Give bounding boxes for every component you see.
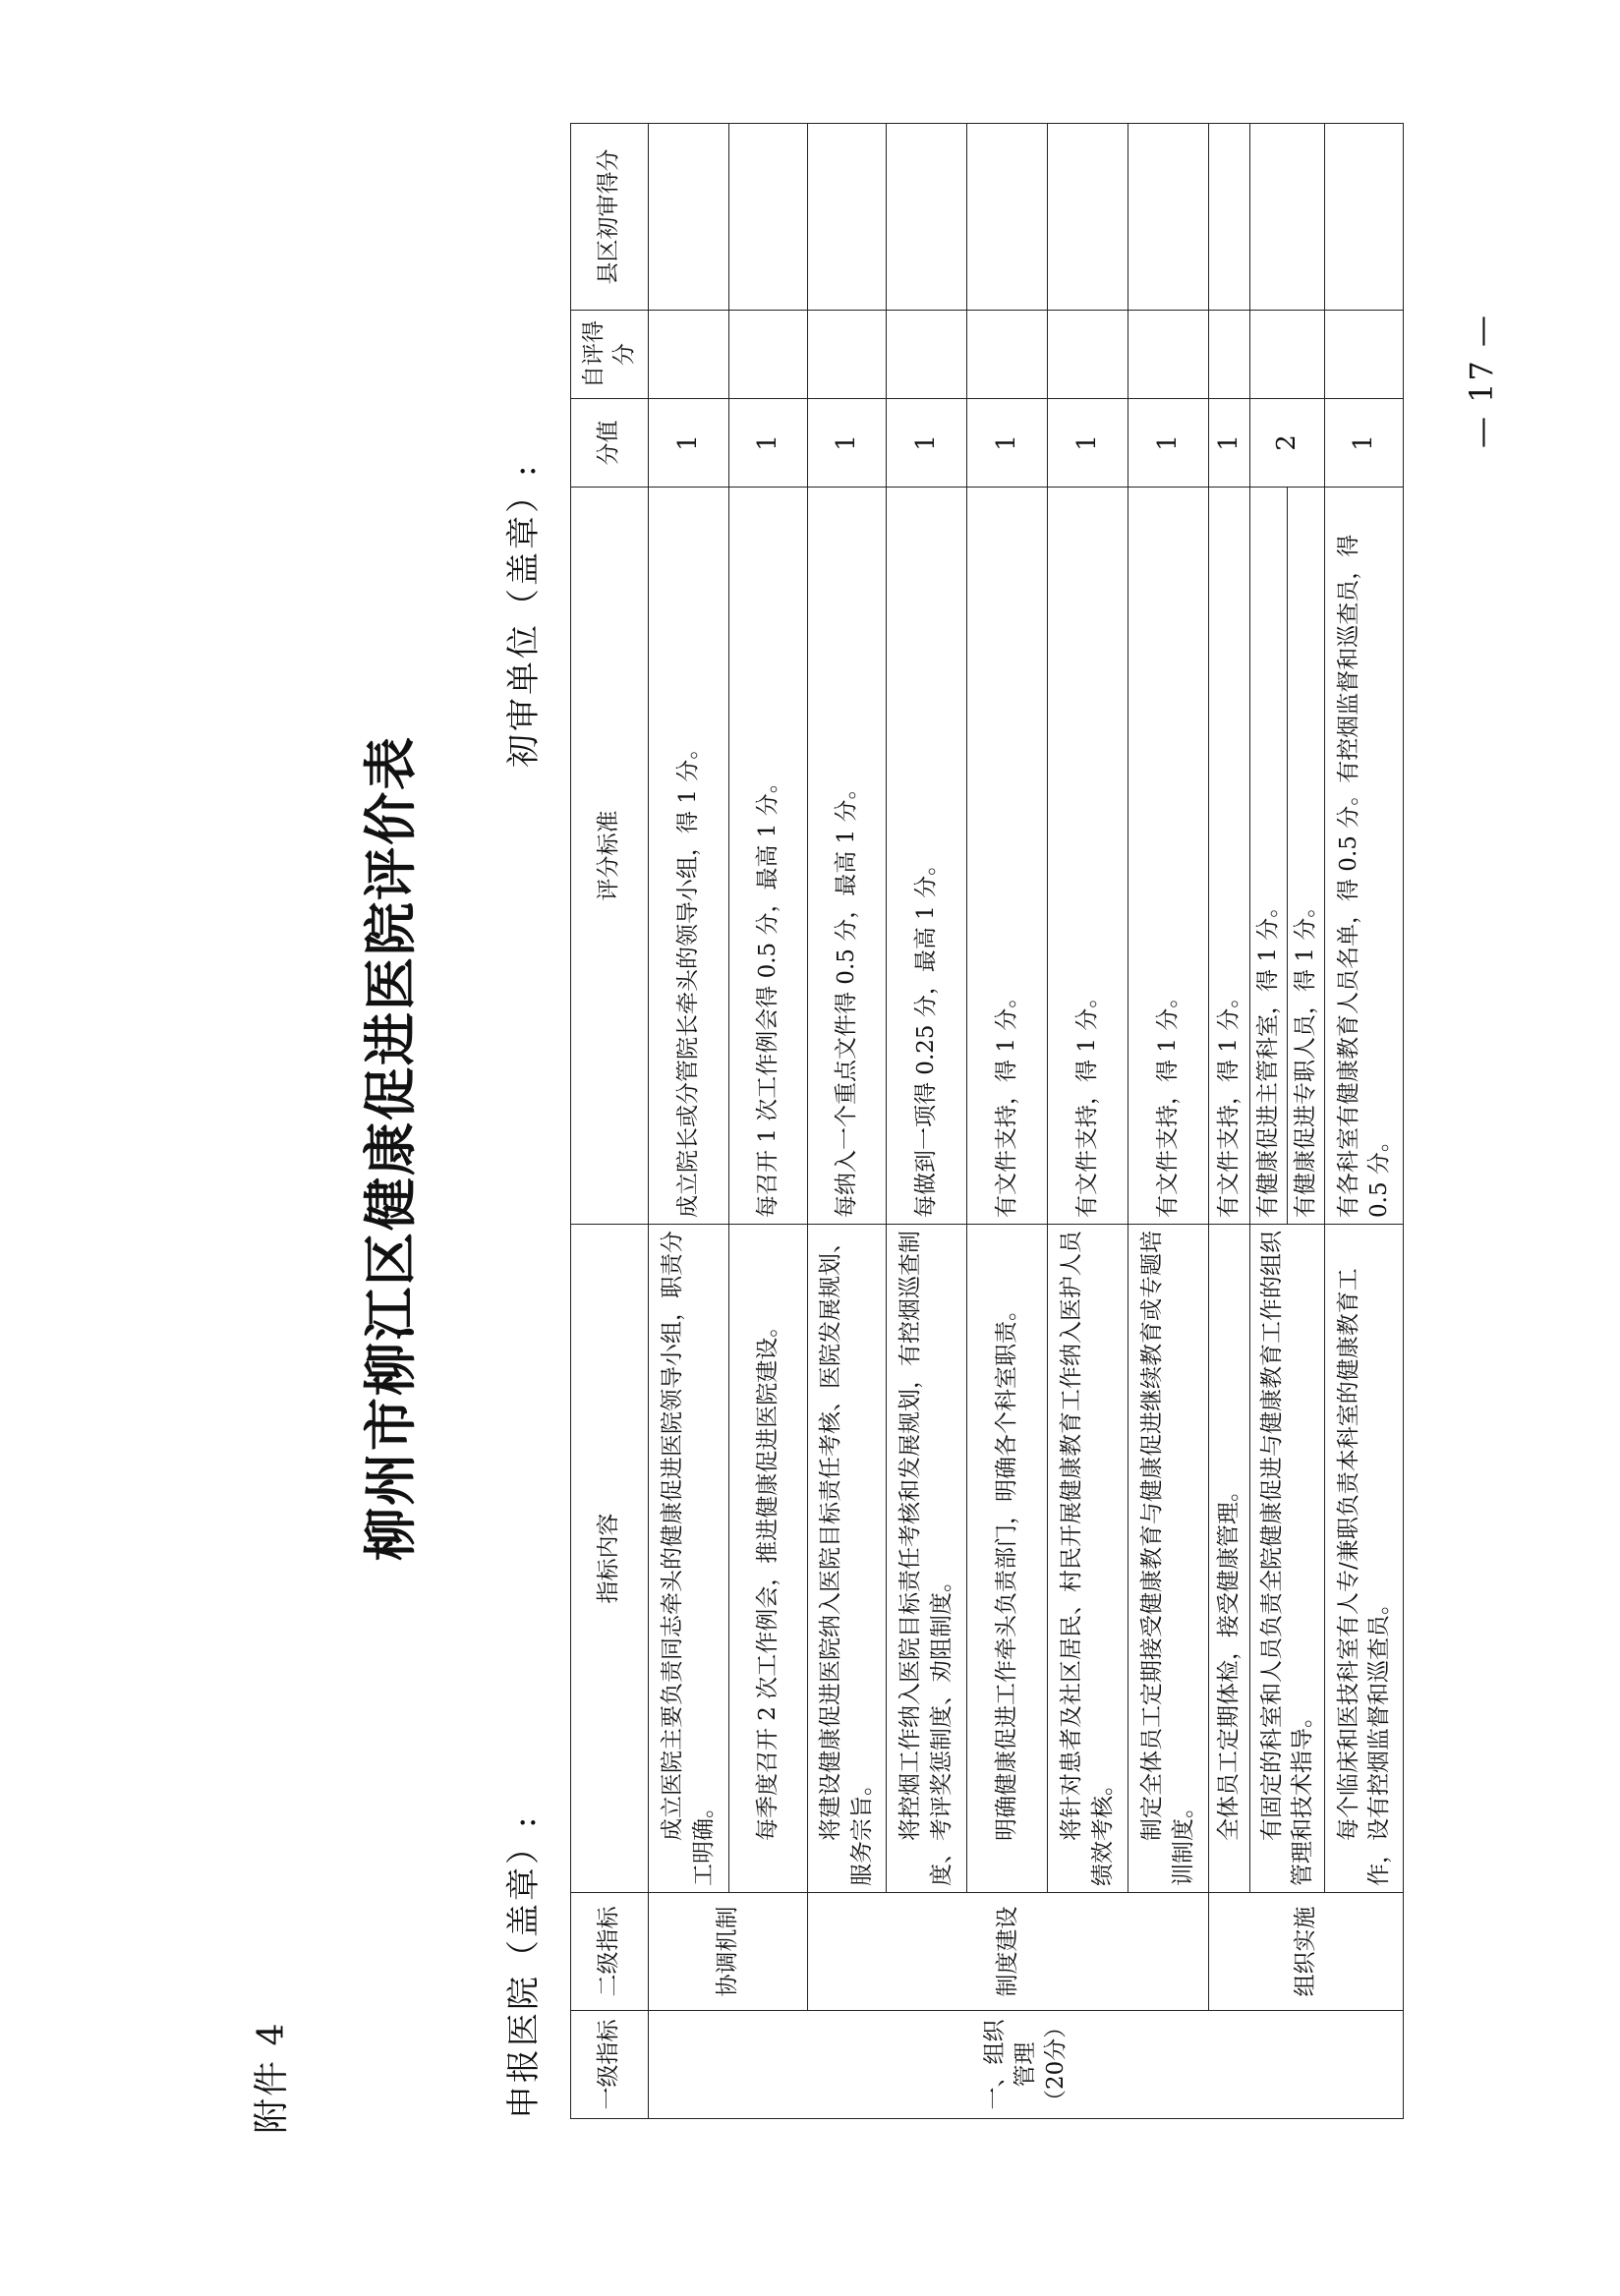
- page-title: 柳州市柳江区健康促进医院评价表: [359, 735, 422, 1561]
- header-cell: 县区初审得分: [571, 124, 649, 311]
- level1-cell: 一、组织管理（20分）: [649, 2011, 1404, 2119]
- criteria-cell: 有健康促进主管科室，得 1 分。: [1250, 488, 1288, 1225]
- criteria-cell: 有健康促进专职人员，得 1 分。: [1288, 488, 1325, 1225]
- score-cell: 1: [1128, 399, 1209, 488]
- table-row: [729, 124, 808, 2119]
- criteria-cell: 每召开 1 次工作例会得 0.5 分，最高 1 分。: [729, 488, 808, 1225]
- review-score-cell: [808, 124, 887, 311]
- content-cell: 每季度召开 2 次工作例会，推进健康促进医院建设。: [729, 1225, 808, 1893]
- review-score-cell: [1048, 124, 1128, 311]
- self-score-cell: [649, 311, 729, 399]
- content-cell: 明确健康促进工作牵头负责部门，明确各个科室职责。: [967, 1225, 1048, 1893]
- score-cell: 1: [729, 399, 808, 488]
- content-cell: 将建设健康促进医院纳入医院目标责任考核、医院发展规划、服务宗旨。: [808, 1225, 887, 1893]
- level2-cell: 制度建设: [808, 1893, 1209, 2011]
- table-row: [808, 124, 887, 2119]
- header-cell: 一级指标: [571, 2011, 649, 2119]
- criteria-cell: 有各科室有健康教育人员名单，得 0.5 分。有控烟监督和巡查员，得 0.5 分。: [1325, 488, 1404, 1225]
- content-cell: 每个临床和医技科室有人专/兼职负责本科室的健康教育工作，设有控烟监督和巡查员。: [1325, 1225, 1404, 1893]
- score-cell: 1: [967, 399, 1048, 488]
- header-cell: 评分标准: [571, 488, 649, 1225]
- criteria-cell: 成立院长或分管院长牵头的领导小组，得 1 分。: [649, 488, 729, 1225]
- score-cell: 2: [1250, 399, 1325, 488]
- self-score-cell: [1209, 311, 1250, 399]
- review-score-cell: [1209, 124, 1250, 311]
- content-cell: 将控烟工作纳入医院目标责任考核和发展规划，有控烟巡查制度、考评奖惩制度、劝阻制度。: [887, 1225, 967, 1893]
- score-cell: 1: [649, 399, 729, 488]
- criteria-cell: 每纳入一个重点文件得 0.5 分，最高 1 分。: [808, 488, 887, 1225]
- self-score-cell: [1250, 311, 1325, 399]
- review-score-cell: [887, 124, 967, 311]
- content-cell: 有固定的科室和人员负责全院健康促进与健康教育工作的组织管理和技术指导。: [1250, 1225, 1325, 1893]
- table-row: [1209, 124, 1250, 2119]
- content-cell: 将针对患者及社区居民、村民开展健康教育工作纳入医护人员绩效考核。: [1048, 1225, 1128, 1893]
- content-cell: 成立医院主要负责同志牵头的健康促进医院领导小组，职责分工明确。: [649, 1225, 729, 1893]
- review-score-cell: [967, 124, 1048, 311]
- score-cell: 1: [887, 399, 967, 488]
- self-score-cell: [808, 311, 887, 399]
- level2-cell: 组织实施: [1209, 1893, 1404, 2011]
- header-cell: 自评得分: [571, 311, 649, 399]
- self-score-cell: [887, 311, 967, 399]
- table-header-row: [571, 124, 649, 2119]
- criteria-cell: 有文件支持，得 1 分。: [1048, 488, 1128, 1225]
- self-score-cell: [967, 311, 1048, 399]
- review-score-cell: [1250, 124, 1325, 311]
- content-cell: 制定全体员工定期接受健康教育与健康促进继续教育或专题培训制度。: [1128, 1225, 1209, 1893]
- review-score-cell: [649, 124, 729, 311]
- self-score-cell: [729, 311, 808, 399]
- self-score-cell: [1128, 311, 1209, 399]
- criteria-cell: 有文件支持，得 1 分。: [1128, 488, 1209, 1225]
- page-number: — 17 —: [1463, 313, 1500, 448]
- criteria-cell: 有文件支持，得 1 分。: [967, 488, 1048, 1225]
- table-row: [1048, 124, 1128, 2119]
- content-cell: 全体员工定期体检，接受健康管理。: [1209, 1225, 1250, 1893]
- annex-label: 附件 4: [252, 2021, 292, 2134]
- score-cell: 1: [1325, 399, 1404, 488]
- table-row: [1325, 124, 1404, 2119]
- review-score-cell: [1128, 124, 1209, 311]
- applicant-label: 申报医院（盖章）:: [504, 1813, 544, 2119]
- evaluation-table: [570, 123, 1404, 2119]
- review-score-cell: [1325, 124, 1404, 311]
- level2-cell: 协调机制: [649, 1893, 808, 2011]
- review-score-cell: [729, 124, 808, 311]
- table-row: [887, 124, 967, 2119]
- score-cell: 1: [1209, 399, 1250, 488]
- header-cell: 分值: [571, 399, 649, 488]
- reviewer-label: 初审单位（盖章）:: [504, 462, 544, 768]
- score-cell: 1: [808, 399, 887, 488]
- table-row: [1250, 124, 1288, 2119]
- table-row: [967, 124, 1048, 2119]
- header-cell: 指标内容: [571, 1225, 649, 1893]
- table-row: [1128, 124, 1209, 2119]
- self-score-cell: [1048, 311, 1128, 399]
- self-score-cell: [1325, 311, 1404, 399]
- criteria-cell: 每做到一项得 0.25 分，最高 1 分。: [887, 488, 967, 1225]
- header-cell: 二级指标: [571, 1893, 649, 2011]
- table-row: [649, 124, 729, 2119]
- score-cell: 1: [1048, 399, 1128, 488]
- criteria-cell: 有文件支持，得 1 分。: [1209, 488, 1250, 1225]
